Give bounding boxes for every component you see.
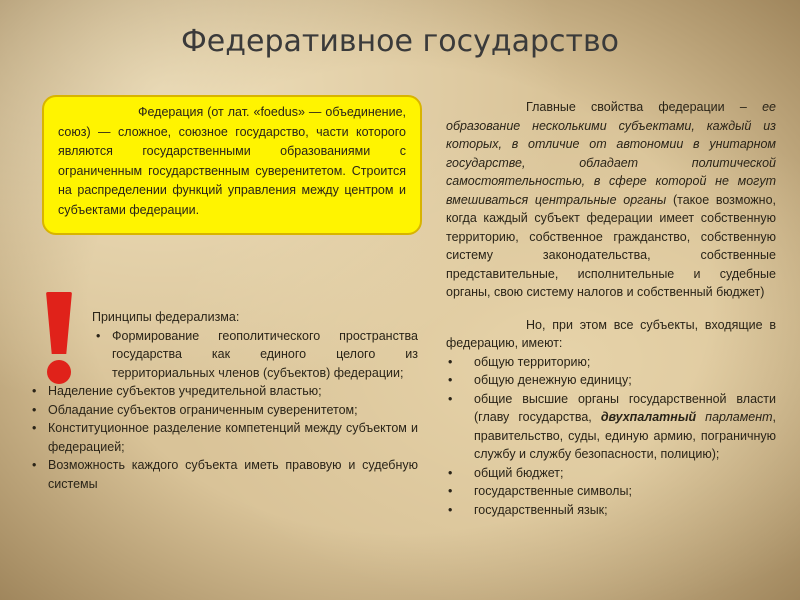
- definition-text: [58, 103, 406, 220]
- properties-rest: (такое возможно, когда каждый субъект федерации имеет собственную территорию, собственное гражданство, собственную систему законодательства, собственные представительные, исполнительные и судебные органы, свою систему налогов и собственный бюджет): [446, 192, 776, 299]
- common-intro: Но, при этом все субъекты, входящие в федерацию, имеют:: [446, 317, 776, 350]
- list-item: • Конституционное разделение компетенций между субъектом и федерацией;: [28, 419, 418, 456]
- federation-definition-box: [42, 95, 422, 235]
- list-item: • Обладание субъектов ограниченным суверенитетом;: [28, 401, 418, 420]
- organs-text: общие высшие органы государственной власти (главу государства,: [474, 391, 776, 424]
- list-item: • Наделение субъектов учредительной властью;: [28, 382, 418, 401]
- list-item: • общую денежную единицу;: [446, 371, 776, 390]
- page-title: Федеративное государство: [180, 24, 620, 59]
- list-item: • Возможность каждого субъекта иметь правовую и судебную системы: [28, 456, 418, 493]
- list-item: • государственный язык;: [446, 501, 776, 520]
- bicameral-text: двухпалатный: [600, 410, 697, 424]
- list-item: • Формирование геополитического пространства государства как единого целого из территориальных членов (субъектов) федерации;: [92, 327, 418, 383]
- definition-term: Федерация: [138, 105, 204, 119]
- definition-rest: (от лат. «foedus» — объединение, союз) — сложное, союзное государство, части которого являются государственными образованиями с ограниченным государственным суверенитетом. Строится на распределении функций управления между центром и субъектами федерации.: [58, 105, 406, 217]
- properties-italic: – ее образование несколькими субъектами, каждый из которых, в отличие от автономии в унитарном государстве, обладает политической самостоятельностью, в сфере которой не могут вмешиваться центральные органы: [446, 100, 776, 207]
- federalism-principles: [28, 308, 418, 493]
- organs-rest: , правительство, суды, единую армию, пограничную службу и службу безопасности, полицию);: [474, 410, 776, 461]
- federation-properties: [446, 98, 776, 519]
- list-item: • общую территорию;: [446, 353, 776, 372]
- list-item: • государственные символы;: [446, 482, 776, 501]
- properties-text: [446, 98, 776, 302]
- properties-heading: Главные свойства федерации: [526, 100, 725, 114]
- list-item: • общий бюджет;: [446, 464, 776, 483]
- parliament-text: парламент: [696, 410, 773, 424]
- principles-heading: Принципы федерализма:: [92, 310, 240, 324]
- list-item: [446, 390, 776, 464]
